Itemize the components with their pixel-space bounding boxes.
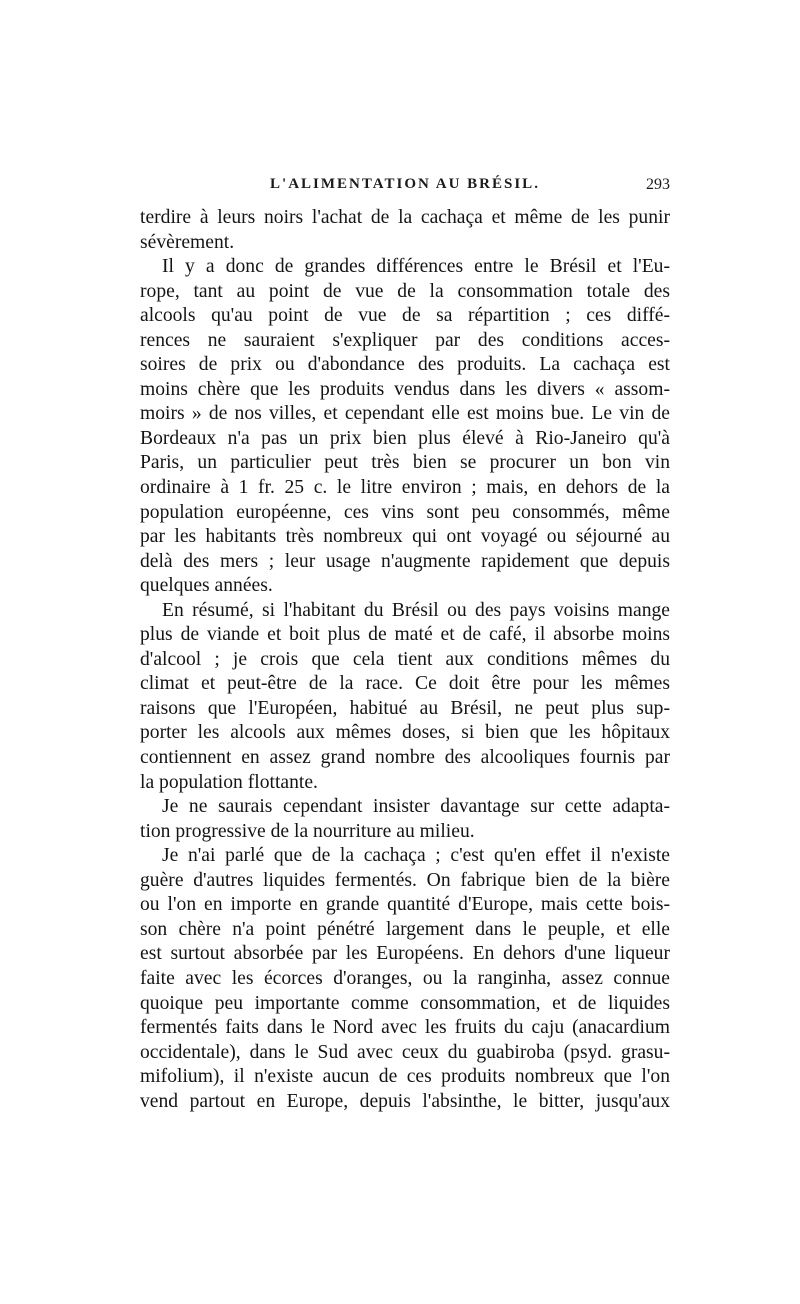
paragraph [140,844,670,1114]
text-line: terdire à leurs noirs l'achat de la cachaça et même de les punir [140,207,670,228]
text-line: plus de viande et boit plus de maté et de café, il absorbe moins [140,624,670,646]
text-line: la population flottante. [140,771,318,793]
text-line: quoique peu importante comme consommation, et de liquides [140,992,670,1014]
text-line: Il y a donc de grandes différences entre le Brésil et l'Eu- [162,256,670,278]
text-line: contiennent en assez grand nombre des alcooliques fournis par [140,747,670,769]
text-line: quelques années. [140,575,273,597]
text-line: delà des mers ; leur usage n'augmente rapidement que depuis [140,550,670,572]
running-title: L'ALIMENTATION AU BRÉSIL. [270,176,540,192]
text-line: Bordeaux n'a pas un prix bien plus élevé à Rio-Janeiro qu'à [140,427,670,449]
text-line: climat et peut-être de la race. Ce doit être pour les mêmes [140,673,670,695]
text-line: sévèrement. [140,231,235,253]
text-line: occidentale), dans le Sud avec ceux du guabiroba (psyd. grasu- [140,1041,670,1063]
text-line: guère d'autres liquides fermentés. On fabrique bien de la bière [140,869,670,891]
text-line: porter les alcools aux mêmes doses, si bien que les hôpitaux [140,722,670,744]
text-line: rope, tant au point de vue de la consommation totale des [140,280,670,302]
text-line: raisons que l'Européen, habitué au Brésil, ne peut plus sup- [140,697,670,719]
text-line: Je n'ai parlé que de la cachaça ; c'est qu'en effet il n'existe [162,845,670,867]
paragraph [140,255,670,599]
text-line: Je ne saurais cependant insister davantage sur cette adapta- [162,796,670,818]
text-line: vend partout en Europe, depuis l'absinthe, le bitter, jusqu'aux [140,1090,670,1112]
text-line: mifolium), il n'existe aucun de ces produits nombreux que l'on [140,1066,670,1088]
text-line: En résumé, si l'habitant du Brésil ou des pays voisins mange [162,599,670,621]
paragraph [140,599,670,795]
body-text [140,206,670,1114]
text-line: ordinaire à 1 fr. 25 c. le litre environ ; mais, en dehors de la [140,477,670,499]
text-line: fermentés faits dans le Nord avec les fruits du caju (anacardium [140,1017,670,1039]
text-line: ou l'on en importe en grande quantité d'Europe, mais cette bois- [140,894,670,916]
text-line: Paris, un particulier peut très bien se procurer un bon vin [140,452,670,474]
text-line: population européenne, ces vins sont peu consommés, même [140,501,670,523]
text-line: moins chère que les produits vendus dans les divers « assom- [140,378,670,400]
text-line: alcools qu'au point de vue de sa répartition ; ces diffé- [140,305,670,327]
text-line: d'alcool ; je crois que cela tient aux conditions mêmes du [140,648,670,670]
paragraph [140,795,670,844]
text-line: rences ne sauraient s'expliquer par des conditions acces- [140,329,670,351]
text-line: faite avec les écorces d'oranges, ou la ranginha, assez connue [140,967,670,989]
page-number: 293 [646,176,670,193]
text-line: tion progressive de la nourriture au milieu. [140,820,475,842]
paragraph [140,206,670,255]
text-line: soires de prix ou d'abondance des produits. La cachaça est [140,354,670,376]
text-line: son chère n'a point pénétré largement dans le peuple, et elle [140,918,670,940]
text-line: moirs » de nos villes, et cependant elle est moins bue. Le vin de [140,403,670,425]
text-line: est surtout absorbée par les Européens. En dehors d'une liqueur [140,943,670,965]
running-head [140,176,670,200]
text-line: par les habitants très nombreux qui ont voyagé ou séjourné au [140,526,670,548]
